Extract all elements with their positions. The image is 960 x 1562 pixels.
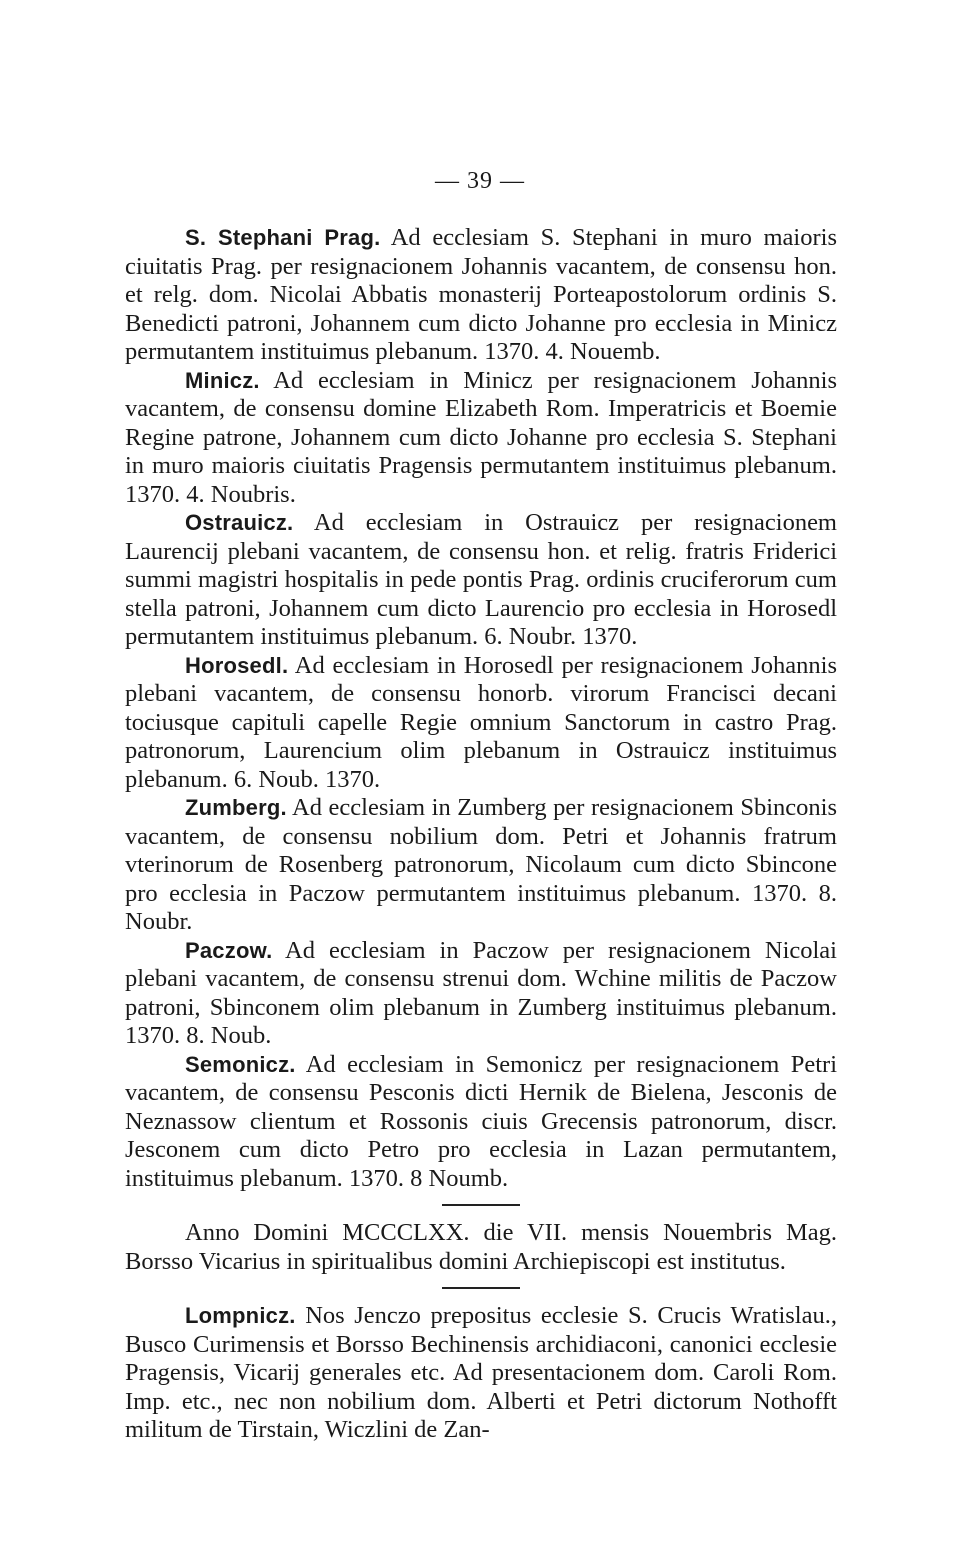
entry-heading: S. Stephani Prag. <box>185 225 381 250</box>
entry-heading: Minicz. <box>185 367 260 393</box>
entry-ostrauicz <box>125 509 837 652</box>
entry-text: Nos Jenczo prepositus ecclesie S. Crucis Wratislau., Busco Curimensis et Borsso Bechinensis archidiaconi, canonici ecclesie Pragensis, Vicarij generales etc. Ad presentacionem dom. Caroli Rom. Imp. etc., nec non nobilium dom. Alberti et Petri dictorum Nothofft militum de Tirstain, Wiczlini de Zan- <box>125 1302 837 1443</box>
section-divider <box>442 1287 520 1289</box>
entry-heading: Ostrauicz. <box>185 510 294 535</box>
entry-text: Ad ecclesiam in Minicz per resignacionem Johannis vacantem, de consensu domine Elizabeth Rom. Imperatricis et Boemie Regine patrone, Johannem cum dicto Johanne pro ecclesia S. Stephani in muro maioris ciuitatis Pragensis permutantem instituimus plebanum. 1370. 4. Noubris. <box>125 366 837 508</box>
entry-semonicz <box>125 1051 837 1194</box>
vicar-notice: Anno Domini MCCCLXX. die VII. mensis Nouembris Mag. Borsso Vicarius in spiritualibus domini Archiepiscopi est institutus. <box>125 1219 837 1275</box>
entry-lompnicz <box>125 1302 837 1445</box>
entry-text: Ad ecclesiam in Ostrauicz per resignacionem Laurencij plebani vacantem, de consensu hon. et relig. fratris Friderici summi magistri hospitalis in pede pontis Prag. ordinis cruciferorum cum stella patroni, Johannem cum dicto Laurencio pro ecclesia in Horosedl permutantem instituimus plebanum. 6. Noubr. 1370. <box>125 509 837 650</box>
entry-minicz <box>125 367 837 510</box>
section-divider <box>442 1204 520 1206</box>
entry-text: Ad ecclesiam S. Stephani in muro maioris ciuitatis Prag. per resignacionem Johannis vacantem, de consensu hon. et relg. dom. Nicolai Abbatis monasterij Porteapostolorum ordinis S. Benedicti patroni, Johannem cum dicto Johanne pro ecclesia in Minicz permutantem instituimus plebanum. 1370. 4. Nouemb. <box>125 224 837 365</box>
entry-text: Ad ecclesiam in Paczow per resignacionem Nicolai plebani vacantem, de consensu strenui dom. Wchine militis de Paczow patroni, Sbinconem olim plebanum in Zumberg instituimus plebanum. 1370. 8. Noub. <box>125 936 837 1049</box>
entry-paczow <box>125 937 837 1051</box>
entry-heading: Paczow. <box>185 937 273 963</box>
entry-zumberg <box>125 794 837 937</box>
entry-heading: Horosedl. <box>185 652 289 678</box>
page-number: — 39 — <box>435 168 525 194</box>
entry-heading: Semonicz. <box>185 1051 296 1077</box>
entry-horosedl <box>125 652 837 795</box>
entry-text: Ad ecclesiam in Semonicz per resignacionem Petri vacantem, de consensu Pesconis dicti Hernik de Bielena, Jesconis de Neznassow clientum et Rossonis ciuis Grecensis patronorum, discr. Jesconem cum dicto Petro pro ecclesia in Lazan permutantem, instituimus plebanum. 1370. 8 Noumb. <box>125 1050 838 1192</box>
entry-s-stephani-prag <box>125 224 837 367</box>
entry-heading: Lompnicz. <box>185 1303 296 1328</box>
entry-text: Ad ecclesiam in Horosedl per resignacionem Johannis plebani vacantem, de consensu honorb. virorum Francisci decani tociusque capituli capelle Regie omnium Sanctorum in castro Prag. patronorum, Laurencium olim plebanum in Ostrauicz instituimus plebanum. 6. Noub. 1370. <box>125 651 837 793</box>
entry-heading: Zumberg. <box>185 795 287 820</box>
entry-text: Ad ecclesiam in Zumberg per resignacionem Sbinconis vacantem, de consensu nobilium dom. Petri et Johannis fratrum vterinorum de Rosenberg patronorum, Nicolaum cum dicto Sbincone pro ecclesia in Paczow permutantem instituimus plebanum. 1370. 8. Noubr. <box>125 794 838 935</box>
body-text <box>125 224 837 1445</box>
